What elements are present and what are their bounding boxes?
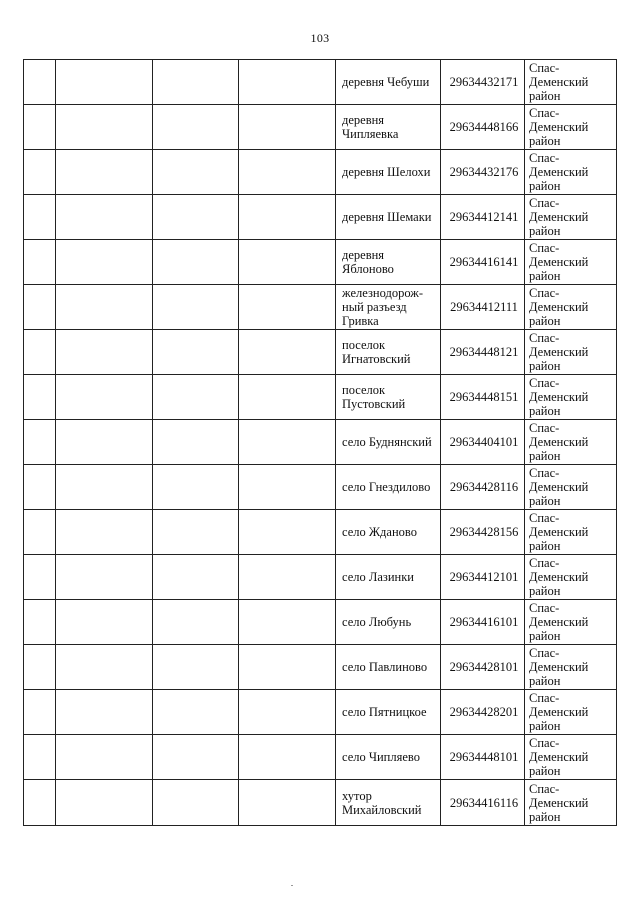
oktmo-code-cell: 29634428116 [441,465,525,510]
settlement-name-cell [336,780,441,826]
table-row [24,195,617,240]
cell-text-line: Деменский [529,165,589,179]
cell-text-line: Деменский [529,795,589,810]
district-cell [525,645,617,690]
table-row [24,600,617,645]
empty-cell [24,735,56,780]
empty-cell [56,600,153,645]
table-row [24,375,617,420]
table-row [24,150,617,195]
cell-text-line: село Жданово [342,525,417,539]
district-cell [525,690,617,735]
district-cell [525,150,617,195]
cell-text-line: Спас- [529,556,560,570]
settlement-name-cell [336,735,441,780]
cell-text-line: Деменский [529,255,589,269]
oktmo-code-cell: 29634412101 [441,555,525,600]
empty-cell [24,150,56,195]
cell-text-line: поселок [342,338,386,352]
empty-cell [153,375,239,420]
empty-cell [24,105,56,150]
oktmo-code-cell: 29634404101 [441,420,525,465]
cell-text-line: Деменский [529,570,589,584]
oktmo-code-cell: 29634448166 [441,105,525,150]
cell-text-line: ный разъезд [342,300,407,314]
empty-cell [24,465,56,510]
empty-cell [56,555,153,600]
cell-text-line: Спас- [529,601,560,615]
cell-text-line: Деменский [529,525,589,539]
cell-text-line: Спас- [529,736,560,750]
cell-text-line: Спас- [529,331,560,345]
empty-cell [24,510,56,555]
settlement-name-cell [336,240,441,285]
empty-cell [153,555,239,600]
empty-cell [239,555,336,600]
empty-cell [239,600,336,645]
cell-text-line: район [529,404,561,418]
empty-cell [56,645,153,690]
cell-text-line: железнодорож- [342,286,424,300]
empty-cell [24,240,56,285]
settlement-name-cell [336,555,441,600]
cell-text-line: Деменский [529,120,589,134]
district-cell [525,780,617,826]
district-cell [525,735,617,780]
district-cell [525,600,617,645]
cell-text-line: деревня [342,248,385,262]
table-row [24,780,617,826]
empty-cell [56,240,153,285]
page-number: 103 [310,31,330,45]
table-row [24,60,617,105]
table-row [24,330,617,375]
empty-cell [56,735,153,780]
cell-text-line: район [529,449,561,463]
settlement-name-cell [336,285,441,330]
empty-cell [239,690,336,735]
district-cell [525,285,617,330]
empty-cell [239,195,336,240]
empty-cell [239,465,336,510]
empty-cell [239,105,336,150]
empty-cell [56,465,153,510]
cell-text-line: село Павлиново [342,660,428,674]
district-cell [525,555,617,600]
empty-cell [239,420,336,465]
empty-cell [239,645,336,690]
empty-cell [24,645,56,690]
district-cell [525,60,617,105]
oktmo-code-cell: 29634428201 [441,690,525,735]
empty-cell [153,60,239,105]
empty-cell [153,105,239,150]
oktmo-code-cell: 29634448101 [441,735,525,780]
table-row [24,555,617,600]
empty-cell [153,240,239,285]
cell-text-line: поселок [342,383,386,397]
empty-cell [24,330,56,375]
empty-cell [153,690,239,735]
oktmo-code-cell: 29634416141 [441,240,525,285]
cell-text-line: Деменский [529,615,589,629]
cell-text-line: Гривка [342,314,379,328]
empty-cell [24,780,56,826]
table-row [24,285,617,330]
cell-text-line: село Лазинки [342,570,414,584]
empty-cell [24,690,56,735]
empty-cell [153,645,239,690]
empty-cell [24,600,56,645]
cell-text-line: Спас- [529,781,560,796]
empty-cell [239,150,336,195]
cell-text-line: село Любунь [342,615,412,629]
table-row [24,105,617,150]
cell-text-line: Деменский [529,345,589,359]
cell-text-line: Деменский [529,300,589,314]
empty-cell [56,690,153,735]
cell-text-line: Деменский [529,480,589,494]
cell-text-line: деревня Шемаки [342,210,432,224]
empty-cell [153,330,239,375]
empty-cell [56,60,153,105]
oktmo-code-cell: 29634416116 [441,780,525,826]
settlement-name-cell [336,510,441,555]
cell-text-line: село Чипляево [342,750,420,764]
cell-text-line: деревня Чебуши [342,75,430,89]
empty-cell [153,285,239,330]
cell-text-line: район [529,539,561,553]
empty-cell [153,465,239,510]
empty-cell [56,195,153,240]
district-cell [525,465,617,510]
empty-cell [24,420,56,465]
cell-text-line: Спас- [529,376,560,390]
cell-text-line: район [529,89,561,103]
cell-text-line: Яблоново [342,262,394,276]
empty-cell [24,285,56,330]
cell-text-line: район [529,629,561,643]
oktmo-code-cell: 29634412111 [441,285,525,330]
cell-text-line: Деменский [529,705,589,719]
empty-cell [153,420,239,465]
table-row [24,465,617,510]
cell-text-line: Спас- [529,241,560,255]
cell-text-line: Деменский [529,75,589,89]
cell-text-line: Деменский [529,210,589,224]
settlement-name-cell [336,420,441,465]
table-row [24,690,617,735]
empty-cell [56,150,153,195]
oktmo-code-cell: 29634428101 [441,645,525,690]
cell-text-line: Спас- [529,61,560,75]
cell-text-line: Спас- [529,511,560,525]
cell-text-line: хутор [342,788,372,803]
cell-text-line: Спас- [529,421,560,435]
empty-cell [24,60,56,105]
cell-text-line: Спас- [529,466,560,480]
cell-text-line: Михайловский [342,802,422,817]
empty-cell [239,780,336,826]
cell-text-line: село Буднянский [342,435,432,449]
cell-text-line: Игнатовский [342,352,411,366]
empty-cell [153,735,239,780]
empty-cell [56,285,153,330]
district-cell [525,330,617,375]
cell-text-line: район [529,314,561,328]
table-row [24,645,617,690]
cell-text-line: Спас- [529,286,560,300]
district-cell [525,105,617,150]
cell-text-line: район [529,719,561,733]
settlement-name-cell [336,330,441,375]
cell-text-line: Спас- [529,106,560,120]
cell-text-line: район [529,764,561,778]
empty-cell [239,60,336,105]
oktmo-code-cell: 29634448121 [441,330,525,375]
settlements-table [23,59,617,826]
table-row [24,240,617,285]
district-cell [525,510,617,555]
table-row [24,735,617,780]
oktmo-code-cell: 29634432171 [441,60,525,105]
settlement-name-cell [336,375,441,420]
cell-text-line: Деменский [529,435,589,449]
empty-cell [239,330,336,375]
settlement-name-cell [336,195,441,240]
cell-text-line: село Гнездилово [342,480,431,494]
empty-cell [153,600,239,645]
empty-cell [153,150,239,195]
district-cell [525,420,617,465]
oktmo-code-cell: 29634416101 [441,600,525,645]
cell-text-line: деревня [342,113,385,127]
cell-text-line: село Пятницкое [342,705,427,719]
settlement-name-cell [336,150,441,195]
cell-text-line: Деменский [529,750,589,764]
scan-speck [291,885,293,886]
cell-text-line: район [529,359,561,373]
settlement-name-cell [336,105,441,150]
cell-text-line: район [529,134,561,148]
empty-cell [153,195,239,240]
cell-text-line: район [529,494,561,508]
cell-text-line: Спас- [529,646,560,660]
cell-text-line: район [529,584,561,598]
cell-text-line: район [529,674,561,688]
cell-text-line: район [529,179,561,193]
table-row [24,510,617,555]
oktmo-code-cell: 29634432176 [441,150,525,195]
cell-text-line: Пустовский [342,397,406,411]
cell-text-line: Деменский [529,660,589,674]
oktmo-code-cell: 29634448151 [441,375,525,420]
cell-text-line: район [529,269,561,283]
district-cell [525,375,617,420]
cell-text-line: район [529,224,561,238]
empty-cell [239,285,336,330]
oktmo-code-cell: 29634428156 [441,510,525,555]
cell-text-line: Чипляевка [342,127,399,141]
empty-cell [24,195,56,240]
cell-text-line: Спас- [529,196,560,210]
empty-cell [56,105,153,150]
empty-cell [239,735,336,780]
settlement-name-cell [336,465,441,510]
empty-cell [239,240,336,285]
cell-text-line: деревня Шелохи [342,165,431,179]
settlement-name-cell [336,690,441,735]
cell-text-line: район [529,809,561,824]
empty-cell [24,555,56,600]
district-cell [525,195,617,240]
settlement-name-cell [336,645,441,690]
empty-cell [56,780,153,826]
empty-cell [56,420,153,465]
table-row [24,420,617,465]
empty-cell [153,510,239,555]
empty-cell [56,375,153,420]
cell-text-line: Спас- [529,151,560,165]
empty-cell [56,510,153,555]
settlement-name-cell [336,60,441,105]
empty-cell [153,780,239,826]
empty-cell [24,375,56,420]
cell-text-line: Деменский [529,390,589,404]
oktmo-code-cell: 29634412141 [441,195,525,240]
empty-cell [239,510,336,555]
empty-cell [239,375,336,420]
empty-cell [56,330,153,375]
cell-text-line: Спас- [529,691,560,705]
table-body [24,60,617,826]
settlement-name-cell [336,600,441,645]
district-cell [525,240,617,285]
